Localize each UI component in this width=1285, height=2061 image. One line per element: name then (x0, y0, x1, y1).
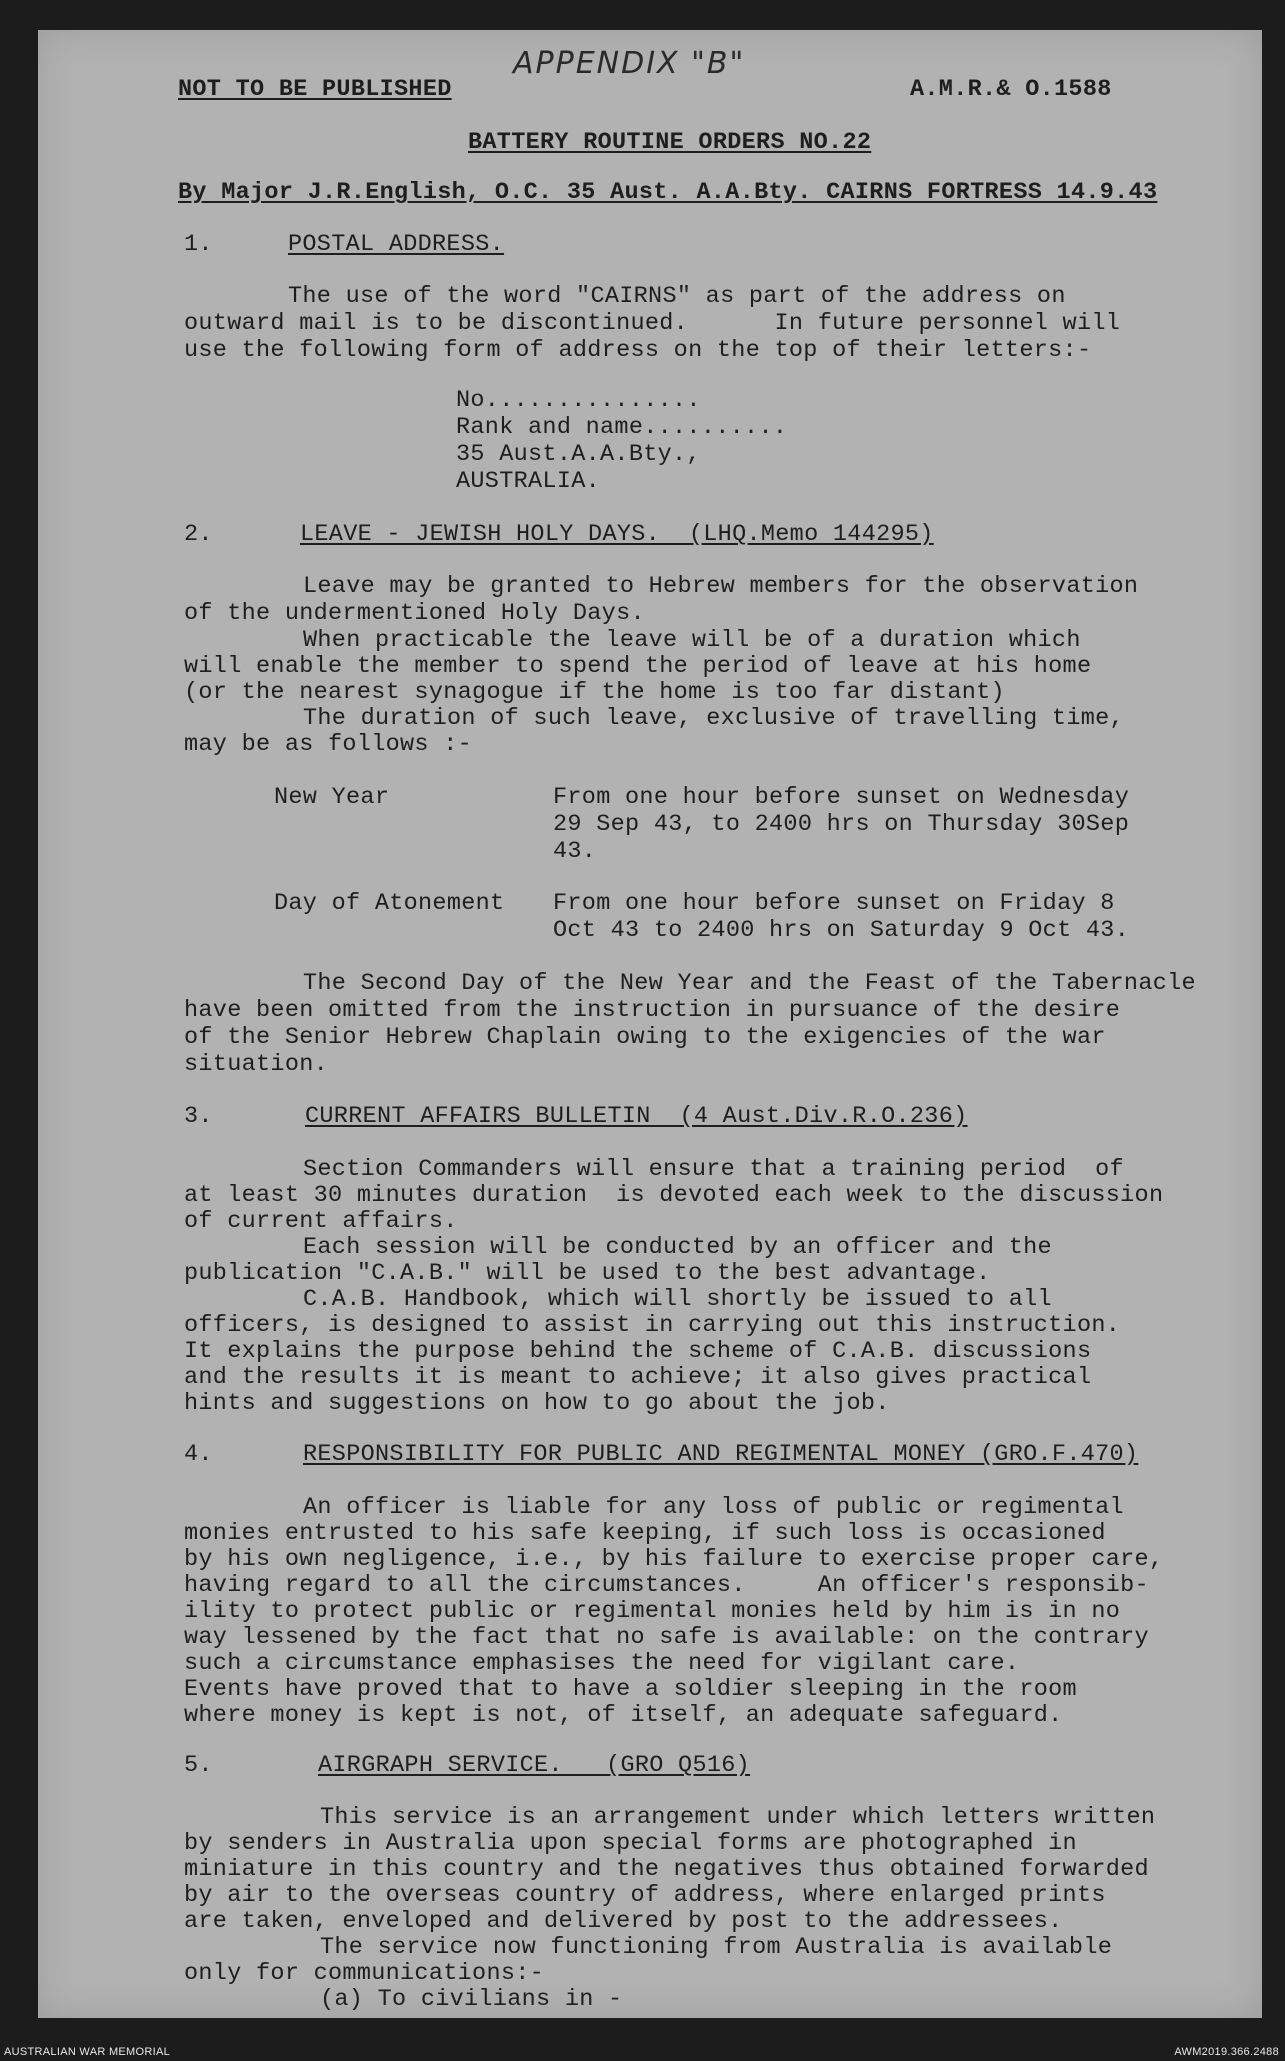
section-title: CURRENT AFFAIRS BULLETIN (4 Aust.Div.R.O.236) (305, 1103, 968, 1130)
paragraph-line: miniature in this country and the negatives thus obtained forwarded (184, 1856, 1149, 1883)
holy-day-detail: Oct 43 to 2400 hrs on Saturday 9 Oct 43. (553, 917, 1130, 944)
handwritten-appendix-note: APPENDIX "B" (513, 46, 746, 81)
paragraph-line: where money is kept is not, of itself, an adequate safeguard. (184, 1702, 1063, 1729)
paragraph-line: The duration of such leave, exclusive of travelling time, (303, 705, 1124, 732)
section-number: 1. (184, 231, 213, 258)
paragraph-line: having regard to all the circumstances. An officer's responsib- (184, 1572, 1149, 1599)
paragraph-line: have been omitted from the instruction in pursuance of the desire (184, 997, 1121, 1024)
section-number: 3. (184, 1103, 213, 1130)
paragraph-line: monies entrusted to his safe keeping, if such loss is occasioned (184, 1520, 1106, 1547)
address-line: No............... (456, 387, 701, 414)
section-number: 2. (184, 521, 213, 548)
paragraph-line: by air to the overseas country of address, where enlarged prints (184, 1882, 1106, 1909)
footer-accession-number: AWM2019.366.2488 (1174, 2046, 1279, 2058)
paragraph-line: The use of the word "CAIRNS" as part of the address on (288, 283, 1066, 310)
section-number: 4. (184, 1441, 213, 1468)
paragraph-line: Leave may be granted to Hebrew members for the observation (303, 573, 1139, 600)
paragraph-line: of the Senior Hebrew Chaplain owing to the exigencies of the war (184, 1024, 1106, 1051)
paragraph-line: are taken, enveloped and delivered by post to the addressees. (184, 1908, 1063, 1935)
paragraph-line: officers, is designed to assist in carrying out this instruction. (184, 1312, 1121, 1339)
paragraph-line: use the following form of address on the top of their letters:- (184, 337, 1092, 364)
footer-institution: AUSTRALIAN WAR MEMORIAL (4, 2046, 171, 2058)
paragraph-line: publication "C.A.B." will be used to the best advantage. (184, 1260, 991, 1287)
paragraph-line: The service now functioning from Australia is available (320, 1934, 1113, 1961)
paragraph-line: such a circumstance emphasises the need for vigilant care. (184, 1650, 1020, 1677)
address-line: 35 Aust.A.A.Bty., (456, 441, 701, 468)
paragraph-line: at least 30 minutes duration is devoted each week to the discussion (184, 1182, 1164, 1209)
paragraph-line: Section Commanders will ensure that a training period of (303, 1156, 1124, 1183)
section-title: LEAVE - JEWISH HOLY DAYS. (LHQ.Memo 144295) (300, 521, 934, 548)
section-number: 5. (184, 1752, 213, 1779)
document-title: BATTERY ROUTINE ORDERS NO.22 (468, 129, 872, 156)
holy-day-detail: From one hour before sunset on Wednesday (553, 784, 1130, 811)
paragraph-line: This service is an arrangement under which letters written (320, 1804, 1156, 1831)
paragraph-line: An officer is liable for any loss of public or regimental (303, 1494, 1124, 1521)
paragraph-line: will enable the member to spend the period of leave at his home (184, 653, 1092, 680)
section-title: RESPONSIBILITY FOR PUBLIC AND REGIMENTAL MONEY (GRO.F.470) (303, 1441, 1139, 1468)
holy-day-detail: 29 Sep 43, to 2400 hrs on Thursday 30Sep (553, 811, 1130, 838)
section-title: POSTAL ADDRESS. (288, 231, 505, 258)
paragraph-line: The Second Day of the New Year and the Feast of the Tabernacle (303, 970, 1196, 997)
paragraph-line: situation. (184, 1051, 329, 1078)
paragraph-line: C.A.B. Handbook, which will shortly be issued to all (303, 1286, 1052, 1313)
paragraph-line: by senders in Australia upon special forms are photographed in (184, 1830, 1077, 1857)
paragraph-line: only for communications:- (184, 1960, 545, 1987)
document-page (38, 30, 1262, 2018)
holy-day-detail: From one hour before sunset on Friday 8 (553, 890, 1115, 917)
paragraph-line: outward mail is to be discontinued. In future personnel will (184, 310, 1121, 337)
paragraph-line: by his own negligence, i.e., by his failure to exercise proper care, (184, 1546, 1164, 1573)
address-line: AUSTRALIA. (456, 468, 601, 495)
paragraph-line: of current affairs. (184, 1208, 458, 1235)
paragraph-line: Events have proved that to have a soldier sleeping in the room (184, 1676, 1077, 1703)
paragraph-line: and the results it is meant to achieve; it also gives practical (184, 1364, 1092, 1391)
paragraph-line: hints and suggestions on how to go about the job. (184, 1390, 890, 1417)
holy-day-label: Day of Atonement (274, 890, 505, 917)
holy-day-label: New Year (274, 784, 390, 811)
address-line: Rank and name.......... (456, 414, 788, 441)
paragraph-line: may be as follows :- (184, 731, 473, 758)
paragraph-line: When practicable the leave will be of a duration which (303, 627, 1081, 654)
paragraph-line: (a) To civilians in - (320, 1986, 623, 2013)
byline: By Major J.R.English, O.C. 35 Aust. A.A.Bty. CAIRNS FORTRESS 14.9.43 (178, 179, 1158, 206)
paragraph-line: of the undermentioned Holy Days. (184, 600, 645, 627)
holy-day-detail: 43. (553, 838, 597, 865)
document-reference: A.M.R.& O.1588 (910, 76, 1112, 103)
paragraph-line: way lessened by the fact that no safe is available: on the contrary (184, 1624, 1149, 1651)
section-title: AIRGRAPH SERVICE. (GRO Q516) (318, 1752, 751, 1779)
paragraph-line: ility to protect public or regimental monies held by him is in no (184, 1598, 1121, 1625)
paragraph-line: It explains the purpose behind the scheme of C.A.B. discussions (184, 1338, 1092, 1365)
paragraph-line: Each session will be conducted by an officer and the (303, 1234, 1052, 1261)
classification-label: NOT TO BE PUBLISHED (178, 76, 452, 103)
paragraph-line: (or the nearest synagogue if the home is too far distant) (184, 679, 1005, 706)
